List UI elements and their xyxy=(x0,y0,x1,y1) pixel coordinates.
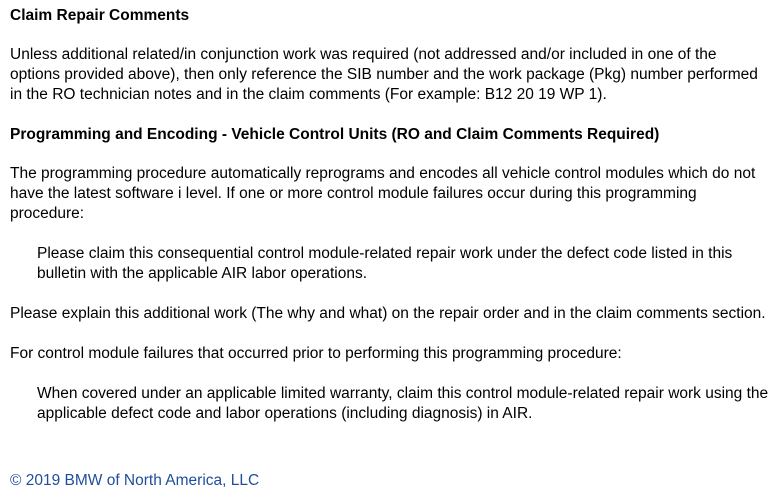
spacer xyxy=(10,105,770,125)
spacer xyxy=(10,284,770,304)
spacer xyxy=(10,364,770,384)
claim-repair-paragraph: Unless additional related/in conjunction work was required (not addressed and/or included in one of the options provided above), then only reference the SIB number and the work package (Pkg) number performed in the RO technician notes and in the claim comments (For example: B12 20 19 WP 1). xyxy=(10,46,758,103)
spacer xyxy=(10,224,770,244)
prior-failures-paragraph: For control module failures that occurred prior to performing this programming procedure: xyxy=(10,345,622,362)
programming-heading: Programming and Encoding - Vehicle Control Units (RO and Claim Comments Required) xyxy=(10,126,660,143)
programming-intro-paragraph: The programming procedure automatically reprograms and encodes all vehicle control modules which do not have the latest software i level. If one or more control module failures occur during this programming procedure: xyxy=(10,165,756,222)
explain-work-paragraph: Please explain this additional work (The why and what) on the repair order and in the claim comments section. xyxy=(10,305,766,322)
spacer xyxy=(10,145,770,164)
limited-warranty-paragraph: When covered under an applicable limited warranty, claim this control module-related repair work using the applicable defect code and labor operations (including diagnosis) in AIR. xyxy=(37,385,769,422)
spacer xyxy=(10,26,770,45)
claim-consequential-paragraph: Please claim this consequential control module-related repair work under the defect code listed in this bulletin with the applicable AIR labor operations. xyxy=(37,245,733,282)
claim-repair-heading: Claim Repair Comments xyxy=(10,7,190,24)
copyright-footer: © 2019 BMW of North America, LLC xyxy=(10,472,260,489)
document-body xyxy=(10,6,770,424)
spacer xyxy=(10,324,770,344)
